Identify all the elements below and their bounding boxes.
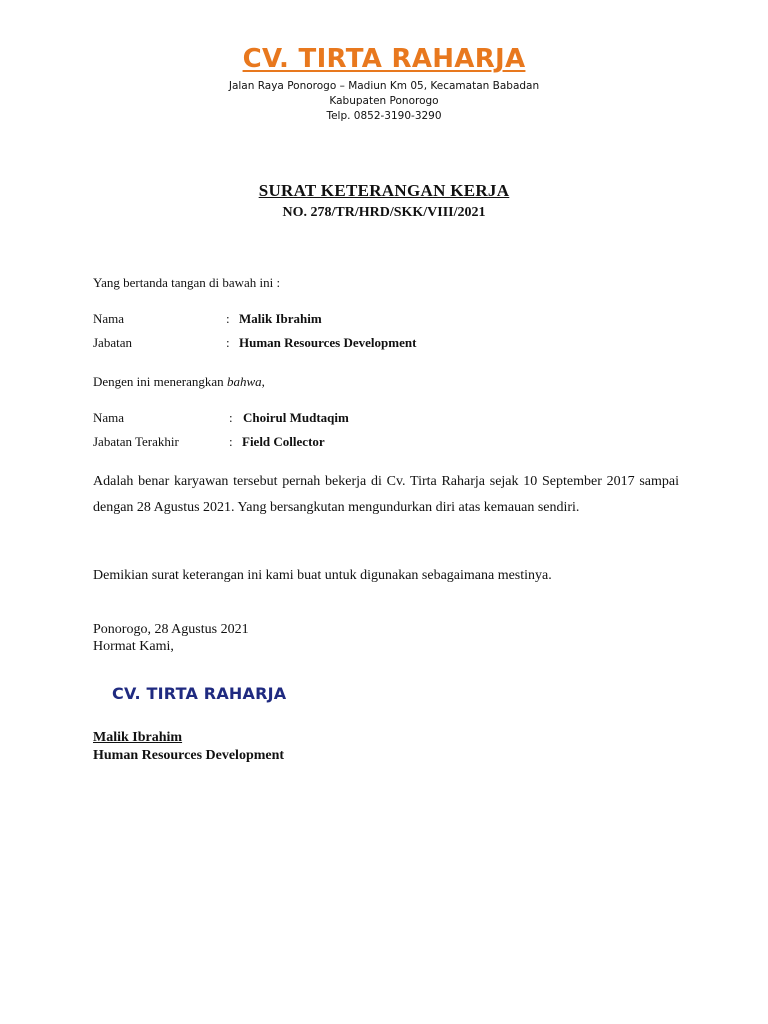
company-name: CV. TIRTA RAHARJA: [242, 44, 526, 74]
field-colon: :: [229, 410, 233, 425]
document-title: SURAT KETERANGAN KERJA: [258, 181, 510, 200]
company-phone: Telp. 0852-3190-3290: [326, 110, 442, 122]
signer-name: Malik Ibrahim: [93, 730, 183, 745]
signatory-name-label: Nama: [93, 311, 125, 326]
company-signature-stamp: CV. TIRTA RAHARJA: [112, 684, 287, 703]
employee-position-label: Jabatan Terakhir: [93, 434, 179, 449]
intro-text: Yang bertanda tangan di bawah ini :: [93, 275, 281, 290]
statement-suffix: ,: [261, 374, 265, 389]
closing-paragraph: Demikian surat keterangan ini kami buat untuk digunakan sebagaimana mestinya.: [93, 568, 552, 583]
document-number: NO. 278/TR/HRD/SKK/VIII/2021: [282, 205, 486, 220]
signatory-position-value: Human Resources Development: [239, 335, 417, 350]
statement-prefix: Dengen ini menerangkan: [93, 374, 227, 389]
field-colon: :: [226, 335, 230, 350]
statement-text: [93, 374, 265, 390]
body-paragraph: Adalah benar karyawan tersebut pernah bekerja di Cv. Tirta Raharja sejak 10 September 2017 sampai dengan 28 Agustus 2021. Yang bersangkutan mengundurkan diri atas kemauan sendiri.: [93, 474, 679, 515]
statement-emphasis: bahwa: [226, 374, 262, 389]
employee-name-label: Nama: [93, 410, 125, 425]
field-colon: :: [226, 311, 230, 326]
place-date: Ponorogo, 28 Agustus 2021: [93, 622, 249, 637]
employee-position-value: Field Collector: [242, 434, 325, 449]
field-colon: :: [229, 434, 233, 449]
company-regency: Kabupaten Ponorogo: [329, 95, 439, 107]
signatory-name-value: Malik Ibrahim: [239, 311, 322, 326]
company-address: Jalan Raya Ponorogo – Madiun Km 05, Kecamatan Babadan: [228, 80, 540, 92]
signatory-position-label: Jabatan: [93, 335, 132, 350]
signer-title: Human Resources Development: [93, 748, 285, 763]
regards: Hormat Kami,: [93, 639, 174, 654]
employee-name-value: Choirul Mudtaqim: [243, 410, 349, 425]
